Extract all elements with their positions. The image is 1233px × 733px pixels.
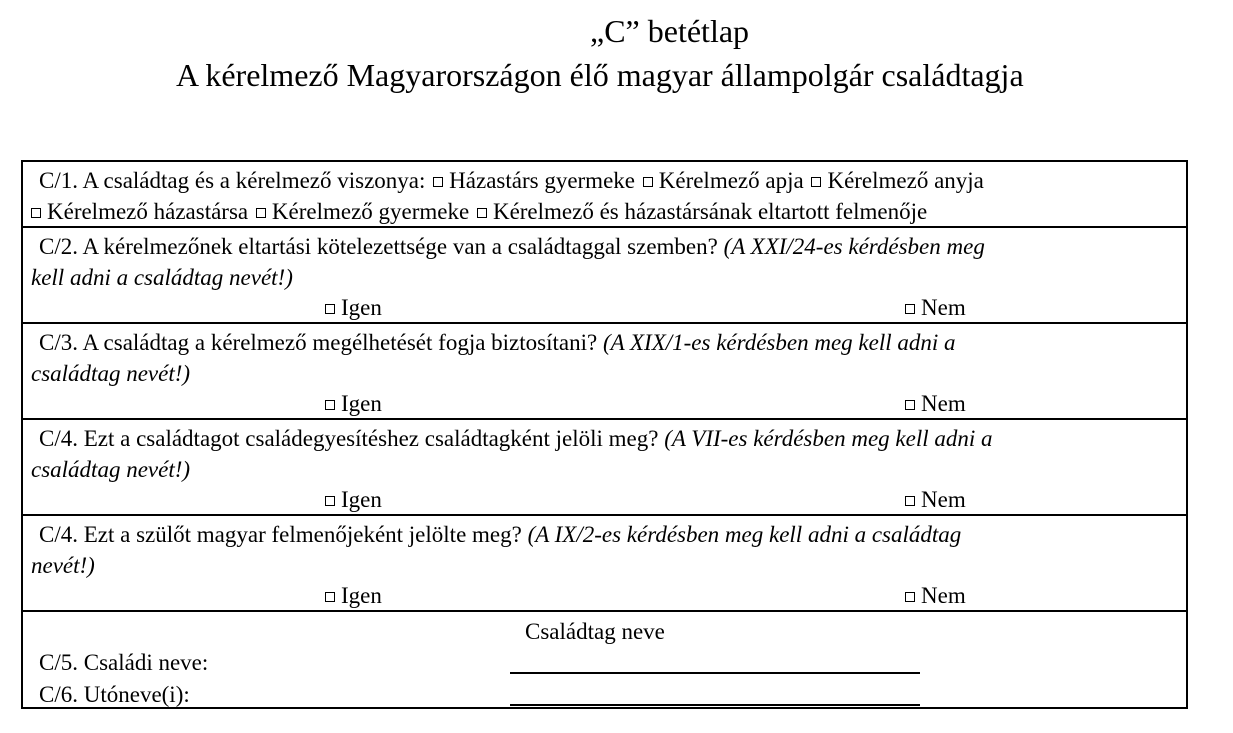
- c4b-yes-option[interactable]: [325, 580, 382, 611]
- c3-no-option[interactable]: [905, 388, 966, 419]
- c3-yes-label: Igen: [341, 391, 382, 416]
- family-member-name-header: Családtag neve: [525, 619, 665, 644]
- c4b-hint: (A IX/2-es kérdésben meg kell adni a családtag: [527, 522, 962, 547]
- c2-yes-label: Igen: [341, 295, 382, 320]
- form-title: „C” betétlap: [590, 13, 750, 49]
- checkbox-c4b-yes[interactable]: [325, 592, 335, 602]
- checkbox-c3-yes[interactable]: [325, 400, 335, 410]
- c3-hint: (A XIX/1-es kérdésben meg kell adni a: [602, 330, 956, 355]
- c4b-no-option[interactable]: [905, 580, 966, 611]
- option-label-spouse-child: Házastárs gyermeke: [449, 168, 635, 193]
- given-name-field[interactable]: [510, 704, 920, 706]
- c4a-no-label: Nem: [921, 487, 966, 512]
- row-c3-livelihood: [23, 324, 1186, 420]
- checkbox-applicant-mother[interactable]: [811, 177, 821, 187]
- checkbox-applicant-child[interactable]: [256, 208, 266, 218]
- c4a-no-option[interactable]: [905, 484, 966, 515]
- c4a-yes-label: Igen: [341, 487, 382, 512]
- c3-line-1: [31, 327, 1178, 358]
- c1-line-1: [31, 165, 1178, 196]
- c4a-line-1: [31, 423, 1178, 454]
- row-c1-relationship: [23, 162, 1186, 228]
- checkbox-c4a-yes[interactable]: [325, 496, 335, 506]
- c2-line-1: [31, 231, 1178, 262]
- c1-line-2: [31, 196, 1178, 227]
- checkbox-c2-yes[interactable]: [325, 304, 335, 314]
- c4a-question: C/4. Ezt a családtagot családegyesítéshez családtagként jelöli meg?: [39, 426, 659, 451]
- checkbox-c4a-no[interactable]: [905, 496, 915, 506]
- c3-yes-option[interactable]: [325, 388, 382, 419]
- form-subtitle: A kérelmező Magyarországon élő magyar állampolgár családtagja: [176, 57, 1024, 93]
- c4b-hint-continued: nevét!): [31, 553, 95, 578]
- given-name-label: C/6. Utóneve(i):: [39, 682, 190, 707]
- option-label-applicant-spouse: Kérelmező házastársa: [47, 199, 249, 224]
- c4b-yes-label: Igen: [341, 583, 382, 608]
- row-family-member-name: [23, 612, 1186, 707]
- checkbox-applicant-father[interactable]: [643, 177, 653, 187]
- c2-yes-option[interactable]: [325, 292, 382, 323]
- checkbox-c2-no[interactable]: [905, 304, 915, 314]
- family-name-field[interactable]: [510, 672, 920, 674]
- row-c4-family-reunification: [23, 420, 1186, 516]
- c3-question: C/3. A családtag a kérelmező megélhetését fogja biztosítani?: [39, 330, 598, 355]
- checkbox-dependent-ascendant[interactable]: [477, 208, 487, 218]
- c4a-yes-option[interactable]: [325, 484, 382, 515]
- c3-no-label: Nem: [921, 391, 966, 416]
- option-label-applicant-mother: Kérelmező anyja: [827, 168, 984, 193]
- c2-hint: (A XXI/24-es kérdésben meg: [723, 234, 985, 259]
- c4a-hint-continued: családtag nevét!): [31, 457, 191, 482]
- c2-question: C/2. A kérelmezőnek eltartási kötelezettsége van a családtaggal szemben?: [39, 234, 718, 259]
- c4a-hint: (A VII-es kérdésben meg kell adni a: [664, 426, 993, 451]
- c2-no-label: Nem: [921, 295, 966, 320]
- checkbox-c4b-no[interactable]: [905, 592, 915, 602]
- c4b-question: C/4. Ezt a szülőt magyar felmenőjeként jelölte meg?: [39, 522, 522, 547]
- row-c2-maintenance: [23, 228, 1186, 324]
- form-table: [21, 160, 1188, 709]
- c2-hint-continued: kell adni a családtag nevét!): [31, 265, 293, 290]
- option-label-applicant-child: Kérelmező gyermeke: [271, 199, 470, 224]
- c3-hint-continued: családtag nevét!): [31, 361, 191, 386]
- checkbox-spouse-child[interactable]: [433, 177, 443, 187]
- option-label-applicant-father: Kérelmező apja: [658, 168, 804, 193]
- c1-question: C/1. A családtag és a kérelmező viszonya:: [39, 168, 426, 193]
- c2-no-option[interactable]: [905, 292, 966, 323]
- option-label-dependent-ascendant: Kérelmező és házastársának eltartott felmenője: [492, 199, 928, 224]
- c4b-line-1: [31, 519, 1178, 550]
- family-name-label: C/5. Családi neve:: [39, 650, 209, 675]
- row-c4-hungarian-ascendant: [23, 516, 1186, 612]
- checkbox-c3-no[interactable]: [905, 400, 915, 410]
- checkbox-applicant-spouse[interactable]: [31, 208, 41, 218]
- c4b-no-label: Nem: [921, 583, 966, 608]
